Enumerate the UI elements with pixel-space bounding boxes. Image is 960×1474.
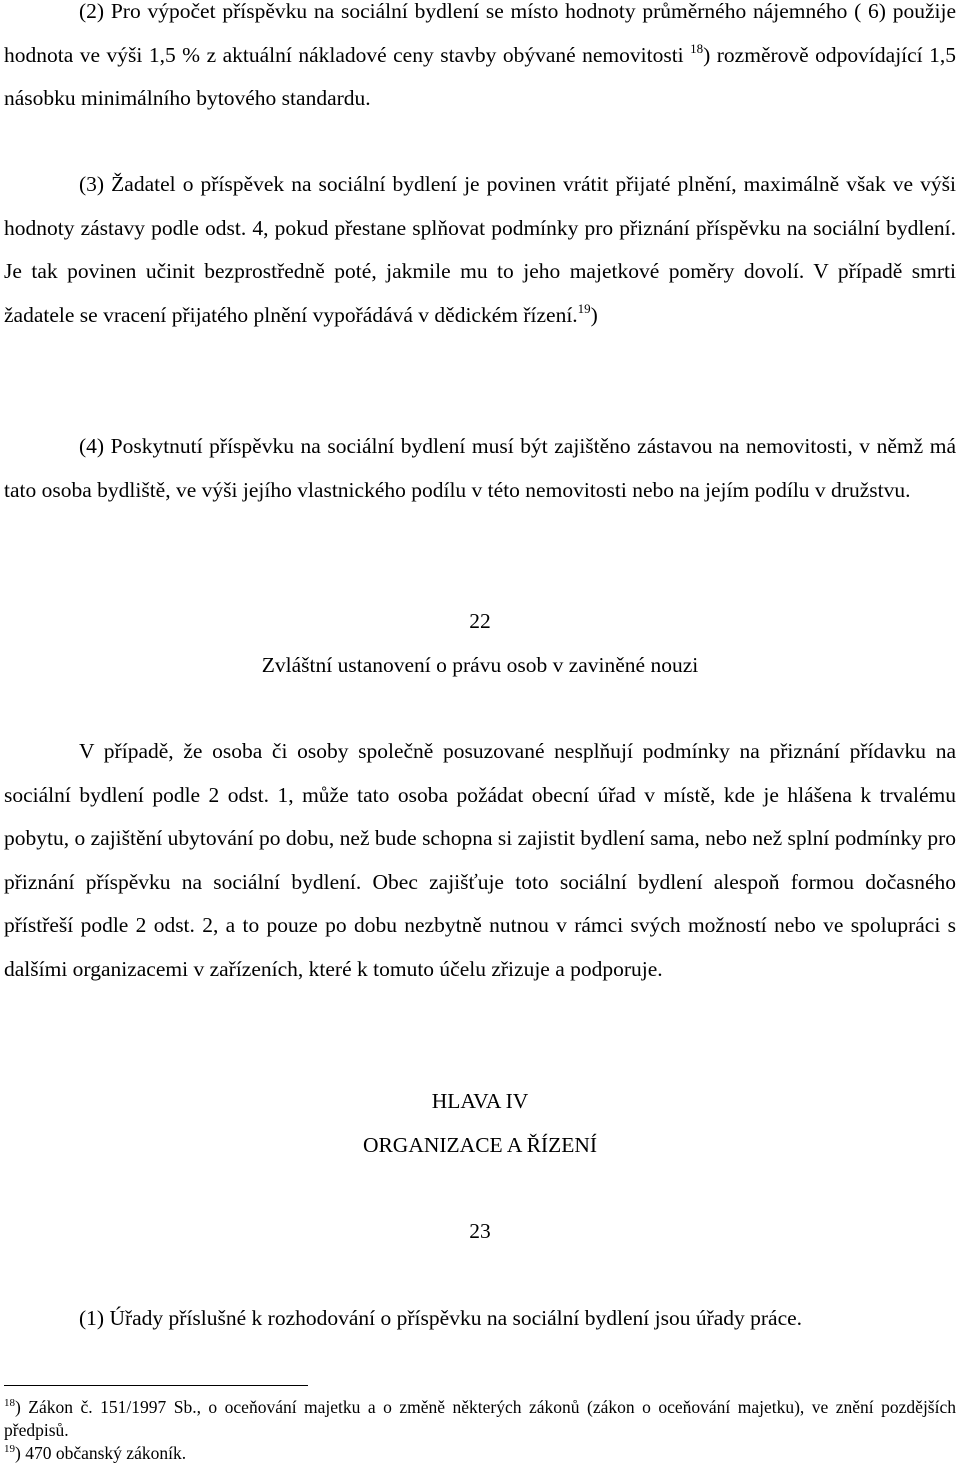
paragraph-text: )	[590, 302, 598, 327]
section-23-heading	[0, 1210, 960, 1254]
footnote-separator	[4, 1385, 308, 1386]
footnote-ref[interactable]: 19	[577, 300, 591, 316]
chapter-title: ORGANIZACE A ŘÍZENÍ	[362, 1132, 598, 1157]
footnote-text: ) Zákon č. 151/1997 Sb., o oceňování majetku a o změně některých zákonů (zákon o oceňování majetku), ve znění pozdějších předpisů.	[4, 1397, 956, 1440]
paragraph-text: (3) Žadatel o příspěvek na sociální bydlení je povinen vrátit přijaté plnění, maximálně však ve výši hodnoty zástavy podle odst. 4, pokud přestane splňovat podmínky pro přiznání příspěvku na sociální bydlení. Je tak povinen učinit bezprostředně poté, jakmile mu to jeho majetkové poměry dovolí. V případě smrti žadatele se vracení přijatého plnění vypořádává v dědickém řízení.	[4, 172, 956, 327]
chapter-number: HLAVA IV	[431, 1089, 529, 1113]
footnote-19	[4, 1442, 956, 1465]
footnote-mark: 19	[4, 1443, 15, 1455]
footnote-text: ) 470 občanský zákoník.	[15, 1443, 187, 1463]
section-23-paragraph-1: (1) Úřady příslušné k rozhodování o příspěvku na sociální bydlení jsou úřady práce.	[79, 1306, 803, 1330]
chapter-heading	[0, 1080, 960, 1167]
paragraph-text: ) rozměrově odpovídající 1,5 násobku minimálního bytového standardu.	[4, 42, 957, 110]
section-22-paragraph: V případě, že osoba či osoby společně posuzované nesplňují podmínky na přiznání přídavku na sociální bydlení podle 2 odst. 1, může tato osoba požádat obecní úřad v místě, kde je hlášena k trvalému pobytu, o zajištění ubytování po dobu, než bude schopna si zajistit bydlení sama, nebo než splní podmínky pro přiznání příspěvku na sociální bydlení. Obec zajišťuje toto sociální bydlení alespoň formou dočasného přístřeší podle 2 odst. 2, a to pouze po dobu nezbytně nutnou v rámci svých možností nebo ve spolupráci s dalšími organizacemi v zařízeních, které k tomuto účelu zřizuje a podporuje.	[4, 739, 956, 981]
section-22-heading	[0, 600, 960, 687]
section-title: Zvláštní ustanovení o právu osob v zaviněné nouzi	[261, 652, 699, 677]
paragraph-4: (4) Poskytnutí příspěvku na sociální bydlení musí být zajištěno zástavou na nemovitosti, v němž má tato osoba bydliště, ve výši jejího vlastnického podílu v této nemovitosti nebo na jejím podílu v družstvu.	[4, 434, 956, 502]
section-number: 22	[469, 609, 491, 633]
section-number: 23	[469, 1219, 491, 1243]
footnotes	[4, 1396, 956, 1465]
paragraph-text: (2) Pro výpočet příspěvku na sociální bydlení se místo hodnoty průměrného nájemného ( 6) použije hodnota ve výši 1,5 % z aktuální nákladové ceny stavby obývané nemovitosti	[4, 0, 956, 67]
paragraph-2	[4, 0, 956, 121]
paragraph-3	[4, 163, 956, 337]
footnote-ref[interactable]: 18	[690, 40, 704, 56]
footnote-18	[4, 1396, 956, 1442]
footnote-mark: 18	[4, 1397, 15, 1409]
